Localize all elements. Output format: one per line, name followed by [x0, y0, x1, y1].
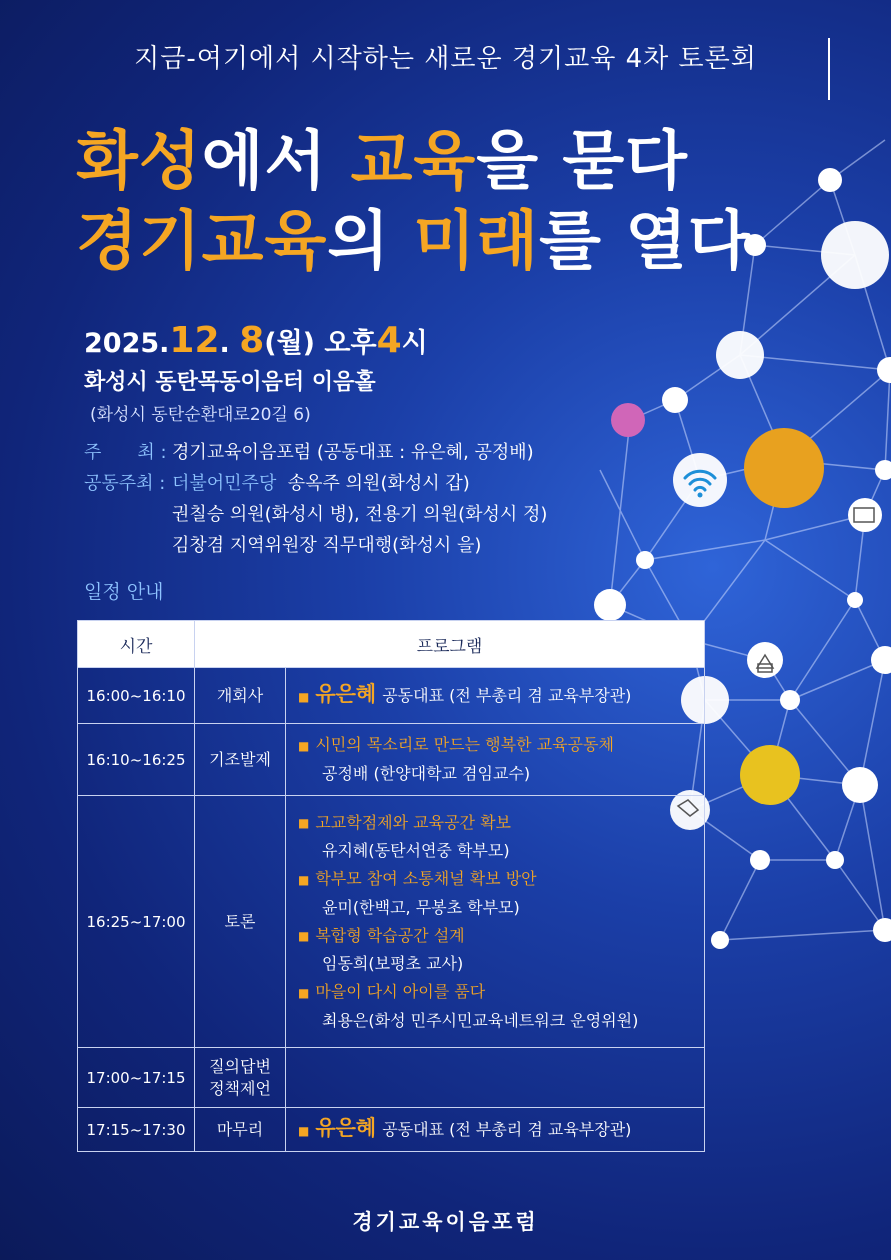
table-row: 16:00~16:10 개회사 ■ 유은혜 공동대표 (전 부총리 겸 교육부장관)	[78, 668, 705, 724]
footer-organization: 경기교육이음포럼	[352, 1210, 539, 1234]
cohost-row-2: 권칠승 의원(화성시 병), 전용기 의원(화성시 정)	[172, 504, 548, 525]
event-venue: 화성시 동탄목동이음터 이음홀	[84, 370, 376, 395]
event-subtitle: 지금-여기에서 시작하는 새로운 경기교육 4차 토론회	[134, 44, 757, 74]
main-headline	[76, 122, 751, 282]
event-address: (화성시 동탄순환대로20길 6)	[90, 405, 311, 425]
table-row: 16:25~17:00 토론 ■ 고교학점제와 교육공간 확보 유지혜(동탄서연중 학부모) ■ 학부모 참여 소통채널 확보 방안 윤미(한백고, 무봉초 학부모) ■ 복합형 학습공간 설계 임동희(보평초 교사) ■ 마을이 다시 아이를 품다 최용은(화성 민주시민교육네트워크 운영위원)	[78, 796, 705, 1048]
event-date: 2025.12. 8(월) 오후4시	[84, 320, 428, 361]
table-row: 17:15~17:30 마무리 ■ 유은혜 공동대표 (전 부총리 겸 교육부장관)	[78, 1108, 705, 1152]
headline-line-1: 화성에서 교육을 묻다	[76, 125, 689, 199]
table-header	[78, 621, 705, 668]
col-program: 프로그램	[195, 621, 705, 668]
col-time: 시간	[78, 621, 195, 668]
organizer-row: 주 최 : 경기교육이음포럼 (공동대표 : 유은혜, 공정배)	[84, 442, 534, 463]
table-row: 17:00~17:15 질의답변 정책제언	[78, 1048, 705, 1108]
cohost-row: 공동주최 : 더불어민주당 송옥주 의원(화성시 갑)	[84, 473, 470, 494]
host-info	[84, 437, 547, 561]
schedule-table	[77, 620, 705, 1152]
table-row: 16:10~16:25 기조발제 ■ 시민의 목소리로 만드는 행복한 교육공동체 공정배 (한양대학교 겸임교수)	[78, 724, 705, 796]
schedule-title: 일정 안내	[84, 581, 164, 603]
cohost-row-3: 김창겸 지역위원장 직무대행(화성시 을)	[172, 535, 482, 556]
headline-line-2: 경기교육의 미래를 열다	[76, 205, 751, 279]
